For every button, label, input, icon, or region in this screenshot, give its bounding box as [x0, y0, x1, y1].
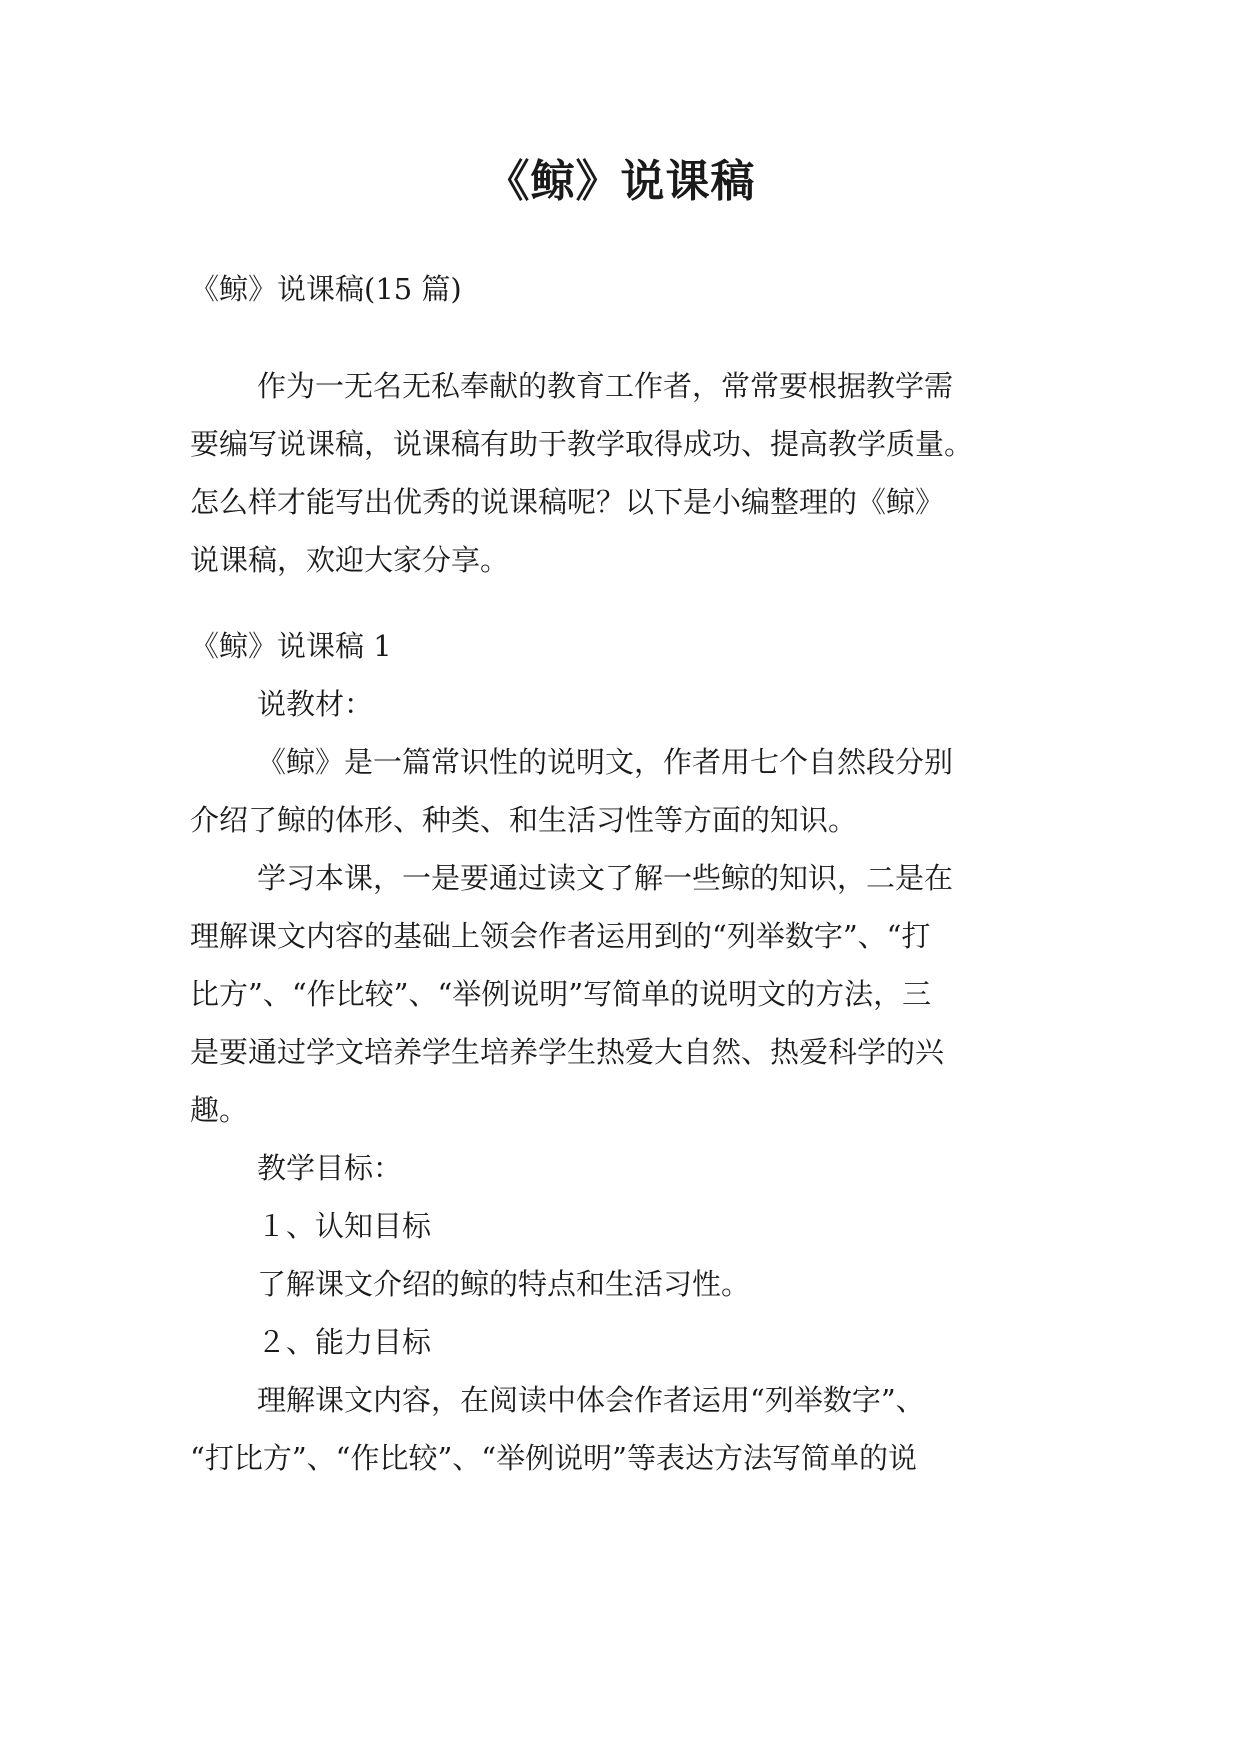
goal1-text: 了解课文介绍的鲸的特点和生活习性。: [257, 1267, 751, 1301]
para2-line: 学习本课，一是要通过读文了解一些鲸的知识，二是在: [257, 861, 954, 895]
document-title: 《鲸》说课稿: [485, 156, 756, 207]
intro-line: 作为一无名无私奉献的教育工作者，常常要根据教学需: [257, 369, 954, 403]
intro-line: 说课稿，欢迎大家分享。: [190, 543, 510, 577]
intro-line: 要编写说课稿，说课稿有助于教学取得成功、提高教学质量。: [190, 427, 974, 461]
goal2-heading: ２、能力目标: [257, 1325, 432, 1359]
intro-line: 怎么样才能写出优秀的说课稿呢？以下是小编整理的《鲸》: [190, 485, 945, 519]
goal2-line: “打比方”、“作比较”、“举例说明”等表达方法写简单的说: [190, 1441, 917, 1475]
document-subtitle: 《鲸》说课稿(15 篇): [190, 272, 462, 306]
para1-line: 介绍了鲸的体形、种类、和生活习性等方面的知识。: [190, 803, 858, 837]
section-heading: 《鲸》说课稿 1: [190, 629, 392, 663]
subtitle-block: [190, 260, 1070, 318]
goal1-heading: １、认知目标: [257, 1209, 432, 1243]
goals-label: 教学目标：: [257, 1151, 403, 1185]
intro-paragraph: [190, 357, 1070, 589]
para1-line: 《鲸》是一篇常识性的说明文，作者用七个自然段分别: [257, 745, 954, 779]
para2-line: 是要通过学文培养学生培养学生热爱大自然、热爱科学的兴: [190, 1035, 945, 1069]
section-1: [190, 617, 1070, 1487]
para2-line: 趣。: [190, 1093, 249, 1127]
para2-line: 理解课文内容的基础上领会作者运用到的“列举数字”、“打: [190, 919, 931, 953]
jiaocai-label: 说教材：: [257, 687, 374, 721]
goal2-line: 理解课文内容，在阅读中体会作者运用“列举数字”、: [257, 1383, 925, 1417]
para2-line: 比方”、“作比较”、“举例说明”写简单的说明文的方法，三: [190, 977, 932, 1011]
